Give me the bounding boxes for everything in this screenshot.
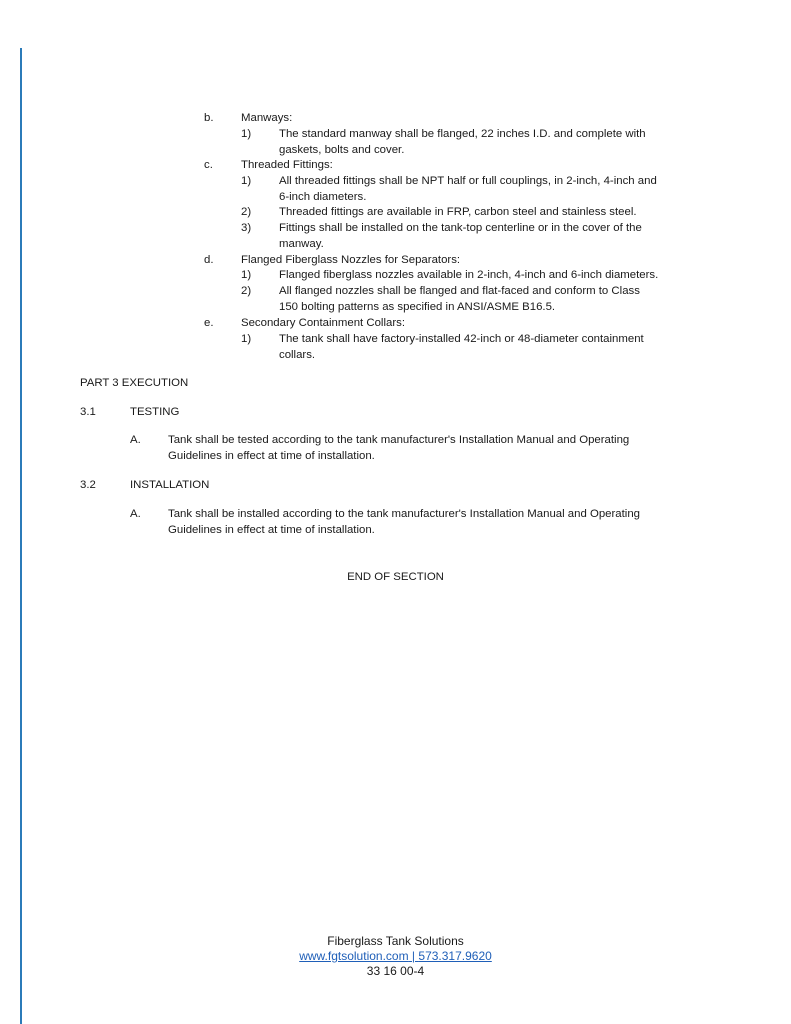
item-c-sub3-num: 3)	[241, 222, 252, 234]
item-c-sub1-line1: All threaded fittings shall be NPT half or full couplings, in 2-inch, 4-inch and	[279, 175, 657, 187]
footer-company: Fiberglass Tank Solutions	[327, 934, 464, 948]
section-3-2-title: INSTALLATION	[130, 479, 210, 491]
section-3-1-title: TESTING	[130, 406, 180, 418]
item-b-sub1-num: 1)	[241, 128, 252, 140]
item-c-letter: c.	[204, 159, 213, 171]
part3-heading: PART 3 EXECUTION	[80, 377, 189, 389]
item-e-sub1-line2: collars.	[279, 349, 316, 361]
section-3-2-item-line2: Guidelines in effect at time of installation.	[168, 524, 375, 536]
section-3-1-number: 3.1	[80, 406, 96, 418]
item-c-sub2-num: 2)	[241, 206, 252, 218]
item-d-letter: d.	[204, 254, 214, 266]
item-c-sub2-line1: Threaded fittings are available in FRP, carbon steel and stainless steel.	[279, 206, 637, 218]
item-c-sub1-line2: 6-inch diameters.	[279, 191, 367, 203]
item-d-sub2-num: 2)	[241, 285, 252, 297]
item-b-sub1-line1: The standard manway shall be flanged, 22 inches I.D. and complete with	[279, 128, 646, 140]
section-3-2-number: 3.2	[80, 479, 96, 491]
section-3-2-item-letter: A.	[130, 508, 141, 520]
item-c-sub3-line1: Fittings shall be installed on the tank-top centerline or in the cover of the	[279, 222, 642, 234]
item-e-title: Secondary Containment Collars:	[241, 317, 405, 329]
footer-phone-link[interactable]: 573.317.9620	[418, 949, 492, 963]
item-d-sub1-num: 1)	[241, 269, 252, 281]
section-3-1-item-line1: Tank shall be tested according to the tank manufacturer's Installation Manual and Operating	[168, 434, 630, 446]
item-b-title: Manways:	[241, 112, 293, 124]
item-c-sub3-line2: manway.	[279, 238, 324, 250]
item-d-sub2-line1: All flanged nozzles shall be flanged and flat-faced and conform to Class	[279, 285, 640, 297]
item-e-sub1-num: 1)	[241, 333, 252, 345]
section-3-2-item-line1: Tank shall be installed according to the tank manufacturer's Installation Manual and Operating	[168, 508, 640, 520]
item-e-letter: e.	[204, 317, 214, 329]
item-d-sub1-line1: Flanged fiberglass nozzles available in 2-inch, 4-inch and 6-inch diameters.	[279, 269, 659, 281]
footer-website-link[interactable]: www.fgtsolution.com	[299, 949, 409, 963]
item-b-sub1-line2: gaskets, bolts and cover.	[279, 144, 405, 156]
item-d-title: Flanged Fiberglass Nozzles for Separators:	[241, 254, 461, 266]
item-e-sub1-line1: The tank shall have factory-installed 42-inch or 48-diameter containment	[279, 333, 644, 345]
end-of-section: END OF SECTION	[347, 571, 444, 583]
footer-contact	[0, 949, 791, 964]
item-b-letter: b.	[204, 112, 214, 124]
item-c-sub1-num: 1)	[241, 175, 252, 187]
footer-separator: |	[408, 949, 419, 963]
item-c-title: Threaded Fittings:	[241, 159, 333, 171]
page-border-line	[20, 48, 22, 1024]
section-3-1-item-line2: Guidelines in effect at time of installation.	[168, 450, 375, 462]
item-d-sub2-line2: 150 bolting patterns as specified in ANSI/ASME B16.5.	[279, 301, 556, 313]
section-3-1-item-letter: A.	[130, 434, 141, 446]
footer-page-code: 33 16 00-4	[366, 964, 425, 978]
